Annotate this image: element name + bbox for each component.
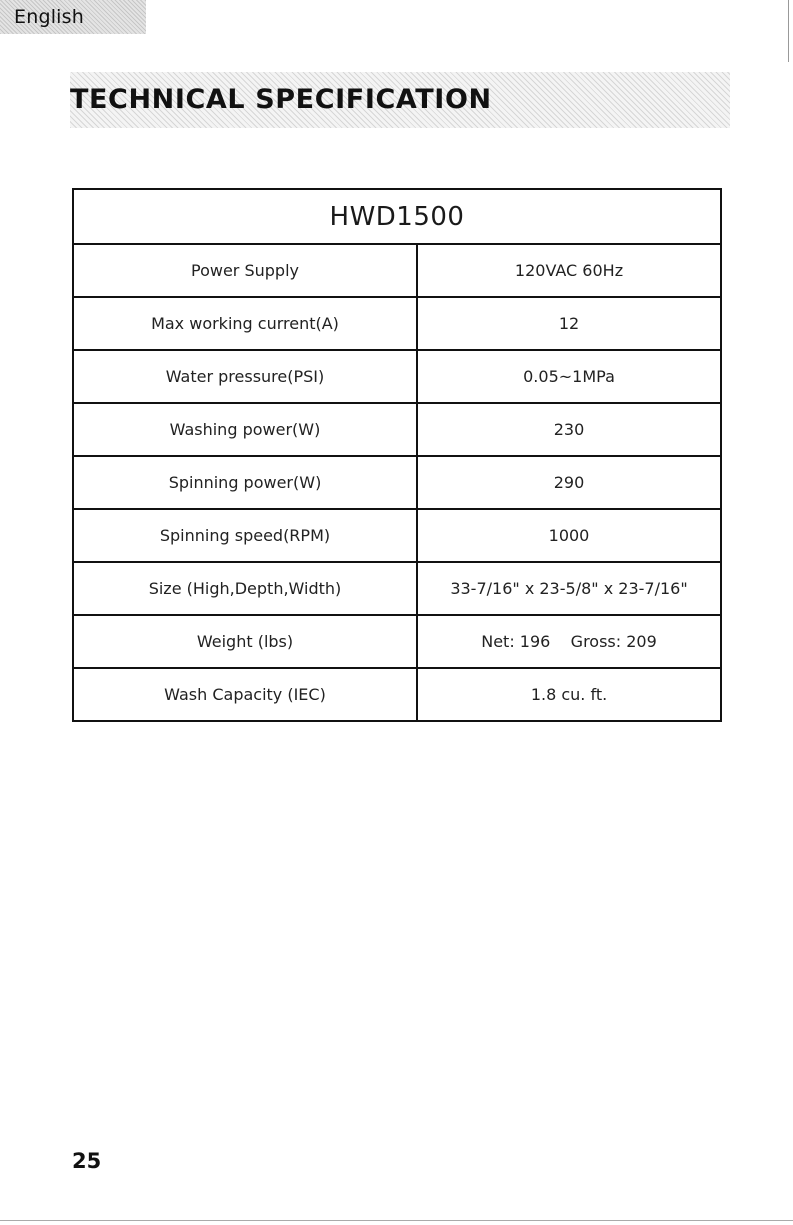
bottom-rule (0, 1220, 793, 1221)
table-row (73, 244, 721, 297)
table-row (73, 403, 721, 456)
spec-label: Wash Capacity (IEC) (73, 668, 417, 721)
table-row (73, 350, 721, 403)
spec-value: 33-7/16" x 23-5/8" x 23-7/16" (417, 562, 721, 615)
spec-value: 1.8 cu. ft. (417, 668, 721, 721)
table-row (73, 509, 721, 562)
spec-label: Spinning power(W) (73, 456, 417, 509)
table-header-row (73, 189, 721, 244)
spec-label: Power Supply (73, 244, 417, 297)
page-number: 25 (72, 1149, 102, 1173)
spec-value: 1000 (417, 509, 721, 562)
spec-value: 120VAC 60Hz (417, 244, 721, 297)
spec-label: Water pressure(PSI) (73, 350, 417, 403)
margin-rule (788, 0, 789, 62)
language-tab (0, 0, 146, 34)
spec-label: Size (High,Depth,Width) (73, 562, 417, 615)
table-row (73, 615, 721, 668)
spec-value: 290 (417, 456, 721, 509)
table-row (73, 297, 721, 350)
spec-value: Net: 196 Gross: 209 (417, 615, 721, 668)
model-name: HWD1500 (73, 189, 721, 244)
spec-label: Max working current(A) (73, 297, 417, 350)
table-row (73, 456, 721, 509)
spec-value: 230 (417, 403, 721, 456)
table-row (73, 668, 721, 721)
section-title: TECHNICAL SPECIFICATION (70, 84, 492, 115)
spec-value: 12 (417, 297, 721, 350)
table-row (73, 562, 721, 615)
spec-value: 0.05~1MPa (417, 350, 721, 403)
specification-table (72, 188, 722, 722)
spec-label: Washing power(W) (73, 403, 417, 456)
language-label: English (14, 6, 85, 28)
spec-label: Spinning speed(RPM) (73, 509, 417, 562)
spec-label: Weight (lbs) (73, 615, 417, 668)
